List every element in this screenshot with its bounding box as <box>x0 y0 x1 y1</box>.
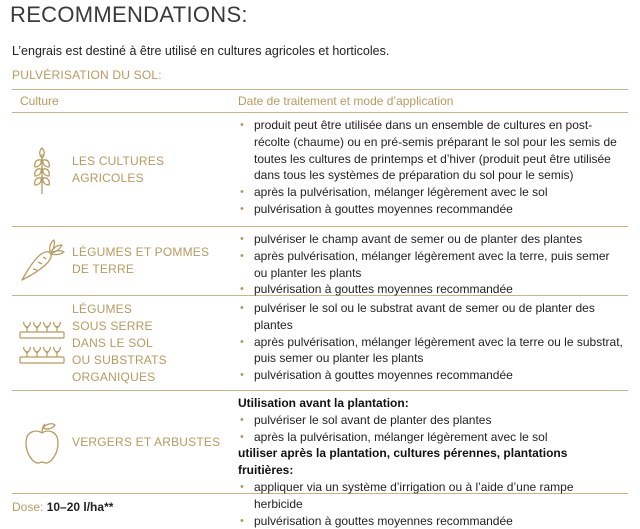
treatment-item: • pulvériser le sol ou le substrat avant de semer ou de planter des plantes <box>238 300 624 334</box>
treatment-item: • appliquer via un système d’irrigation ou à l’aide d’une rampe herbicide <box>238 479 624 513</box>
seedling-trays-icon <box>12 296 72 390</box>
section-title: PULVÉRISATION DU SOL: <box>12 68 162 82</box>
treatment-item: • pulvériser le sol avant de planter des plantes <box>238 412 624 429</box>
treatment-item: • produit peut être utilisée dans un ensemble de cultures en post-récolte (chaume) ou en pré-semis préparant le sol pour les semis de toutes les cultures de printemps et d’hiver (produit peut être utilisée dans tous les systèmes de préparation du sol pour le semis) <box>238 117 624 184</box>
dose-value: 10–20 l/ha** <box>46 500 114 514</box>
usage-heading: utiliser après la plantation, cultures pérennes, plantations fruitières: <box>238 446 568 478</box>
culture-name: VERGERS ET ARBUSTES <box>72 434 221 449</box>
wheat-icon <box>12 113 72 226</box>
dose-line <box>12 500 113 514</box>
treatment-item: • après la pulvérisation, mélanger légèrement avec le sol <box>238 184 624 201</box>
table-row <box>12 227 628 295</box>
treatment-item: • pulvérisation à gouttes moyennes recommandée <box>238 367 624 384</box>
usage-heading: Utilisation avant la plantation: <box>238 396 409 410</box>
table-row <box>12 113 628 226</box>
treatment-item: • pulvérisation à gouttes moyennes recommandée <box>238 201 624 218</box>
carrot-icon <box>12 227 72 295</box>
treatment-item: • après pulvérisation, mélanger légèrement avec la terre, puis semer ou planter les plants <box>238 248 624 282</box>
dose-label: Dose: <box>12 500 47 514</box>
culture-name: LÉGUMES ET POMMES DE TERRE <box>72 245 210 276</box>
page-title: RECOMMENDATIONS: <box>10 2 248 27</box>
treatment-description <box>238 227 628 295</box>
table-header <box>12 90 628 112</box>
treatment-item: • après la pulvérisation, mélanger légèrement avec le sol <box>238 429 624 446</box>
column-header-date: Date de traitement et mode d’application <box>238 94 454 108</box>
table-row <box>12 296 628 390</box>
treatment-item: • pulvériser le champ avant de semer ou de planter des plantes <box>238 231 624 248</box>
treatment-item: • après pulvérisation, mélanger légèrement avec la terre ou le substrat, puis semer ou planter les plants <box>238 334 624 368</box>
culture-name: LÉGUMES SOUS SERRE DANS LE SOL OU SUBSTRATS ORGANIQUES <box>72 301 167 384</box>
treatment-item: • pulvérisation à gouttes moyennes recommandée <box>238 281 624 298</box>
treatment-description <box>238 391 628 528</box>
treatment-description <box>238 113 628 226</box>
column-header-culture: Culture <box>20 94 59 108</box>
intro-text: L’engrais est destiné à être utilisé en cultures agricoles et horticoles. <box>12 44 390 58</box>
apple-icon <box>12 391 72 493</box>
treatment-description <box>238 296 628 390</box>
treatment-item: • pulvérisation à gouttes moyennes recommandée <box>238 513 624 529</box>
culture-name: LES CULTURES AGRICOLES <box>72 153 165 185</box>
